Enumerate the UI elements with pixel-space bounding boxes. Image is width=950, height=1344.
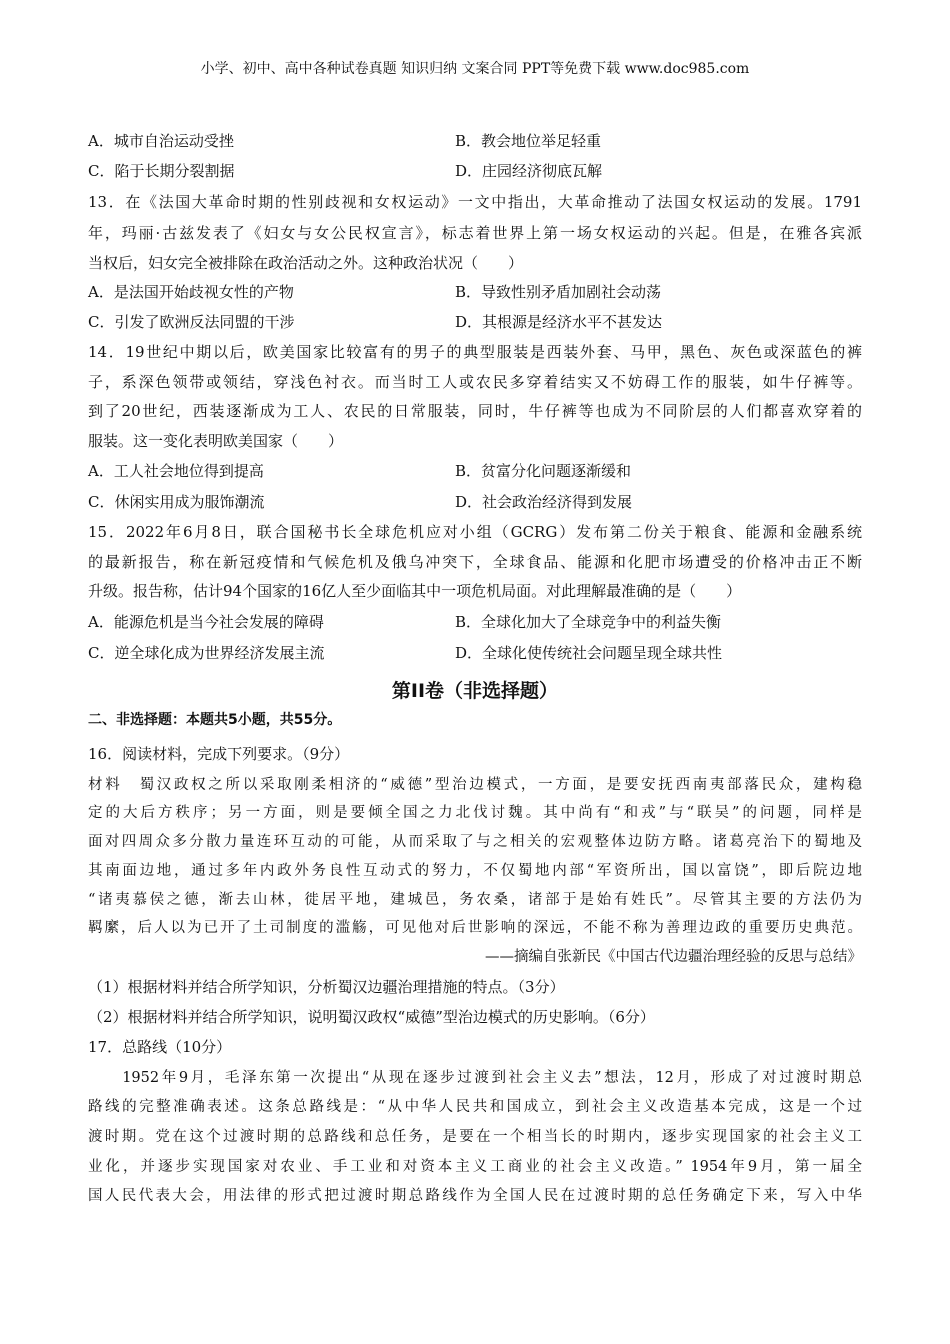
part2-title: 第II卷（非选择题） [391,680,559,702]
q16-sub2: （2）根据材料并结合所学知识，说明蜀汉政权“威德”型治边模式的历史影响。（6分） [88,1008,655,1026]
q15-option-d: D．全球化使传统社会问题呈现全球共性 [455,644,723,662]
q17-material: 1952年9月，毛泽东第一次提出“从现在逐步过渡到社会主义去”想法，12月，形成了对过渡时期总 [88,1070,862,1086]
q14-stem: 子，系深色领带或领结，穿浅色衬衣。而当时工人或农民多穿着结实又不妨碍工作的服装，如牛仔裤等。 [88,373,862,391]
section2-heading: 二、非选择题：本题共5小题，共55分。 [88,712,342,728]
q16-material: 其南面边地，通过多年内政外务良性互动式的努力，不仅蜀地内部“军资所出，国以富饶”，即后院边地 [88,863,862,879]
q13-stem: 年，玛丽·古兹发表了《妇女与女公民权宣言》，标志着世界上第一场女权运动的兴起。但是，在雅各宾派 [88,224,862,242]
q16-material: 材料 蜀汉政权之所以采取刚柔相济的“威德”型治边模式，一方面，是要安抚西南夷部落民众，建构稳 [88,777,862,793]
q16-sub1: （1）根据材料并结合所学知识，分析蜀汉边疆治理措施的特点。（3分） [88,978,565,996]
q14-option-c: C．休闲实用成为服饰潮流 [88,493,265,511]
q16-material: 定的大后方秩序；另一方面，则是要倾全国之力北伐讨魏。其中尚有“和戎”与“联吴”的问题，同样是 [88,805,862,821]
q17-material: 业化，并逐步实现国家对农业、手工业和对资本主义工商业的社会主义改造。” 1954年9月，第一届全 [88,1159,862,1175]
q12-option-a: A．城市自治运动受挫 [88,132,234,150]
q14-stem: 服装。这一变化表明欧美国家（ ） [88,432,344,450]
q13-stem: 13．在《法国大革命时期的性别歧视和女权运动》一文中指出，大革命推动了法国女权运动的发展。1791 [88,193,862,211]
q14-stem: 到了20世纪，西装逐渐成为工人、农民的日常服装，同时，牛仔裤等也成为不同阶层的人们都喜欢穿着的 [88,402,862,420]
q13-option-c: C．引发了欧洲反法同盟的干涉 [88,313,295,331]
q15-option-c: C．逆全球化成为世界经济发展主流 [88,644,325,662]
q14-option-d: D．社会政治经济得到发展 [455,493,633,511]
q16-source: ——摘编自张新民《中国古代边疆治理经验的反思与总结》 [485,949,862,965]
q13-option-d: D．其根源是经济水平不甚发达 [455,313,663,331]
q13-option-a: A．是法国开始歧视女性的产物 [88,283,294,301]
q12-option-d: D．庄园经济彻底瓦解 [455,162,603,180]
q15-stem: 升级。报告称，估计94个国家的16亿人至少面临其中一项危机局面。对此理解最准确的是（ ） [88,582,742,600]
page-header: 小学、初中、高中各种试卷真题 知识归纳 文案合同 PPT等免费下载 www.doc985.com [200,61,750,77]
q17-material: 渡时期。党在这个过渡时期的总路线和总任务，是要在一个相当长的时期内，逐步实现国家的社会主义工 [88,1129,862,1145]
q16-material: 面对四周众多分散力量连环互动的可能，从而采取了与之相关的宏观整体边防方略。诸葛亮治下的蜀地及 [88,834,862,850]
q16-material: “诸夷慕侯之德，渐去山林，徙居平地，建城邑，务农桑，诸部于是始有姓氏”。尽管其主要的方法仍为 [88,892,862,908]
q14-option-a: A．工人社会地位得到提高 [88,462,264,480]
q13-option-b: B．导致性别矛盾加剧社会动荡 [455,283,662,301]
q14-option-b: B．贫富分化问题逐渐缓和 [455,462,632,480]
q15-stem: 的最新报告，称在新冠疫情和气候危机及俄乌冲突下，全球食品、能源和化肥市场遭受的价格冲击正不断 [88,553,862,571]
q17-material: 路线的完整准确表述。这条总路线是：“从中华人民共和国成立，到社会主义改造基本完成，这是一个过 [88,1099,862,1115]
q15-stem: 15．2022年6月8日，联合国秘书长全球危机应对小组（GCRG）发布第二份关于粮食、能源和金融系统 [88,523,862,541]
q13-stem: 当权后，妇女完全被排除在政治活动之外。这种政治状况（ ） [88,254,524,272]
q12-option-c: C．陷于长期分裂割据 [88,162,235,180]
q14-stem: 14．19世纪中期以后，欧美国家比较富有的男子的典型服装是西装外套、马甲，黑色、灰色或深蓝色的裤 [88,343,862,361]
q15-option-a: A．能源危机是当今社会发展的障碍 [88,613,324,631]
q16-stem: 16．阅读材料，完成下列要求。（9分） [88,745,350,763]
q17-stem: 17．总路线（10分） [88,1038,232,1056]
q16-material: 羁縻，后人以为已开了土司制度的滥觞，可见他对后世影响的深远，不能不称为善理边政的重要历史典范。 [88,920,862,936]
q15-option-b: B．全球化加大了全球竞争中的利益失衡 [455,613,722,631]
q17-material: 国人民代表大会，用法律的形式把过渡时期总路线作为全国人民在过渡时期的总任务确定下来，写入中华 [88,1188,862,1204]
q12-option-b: B．教会地位举足轻重 [455,132,602,150]
